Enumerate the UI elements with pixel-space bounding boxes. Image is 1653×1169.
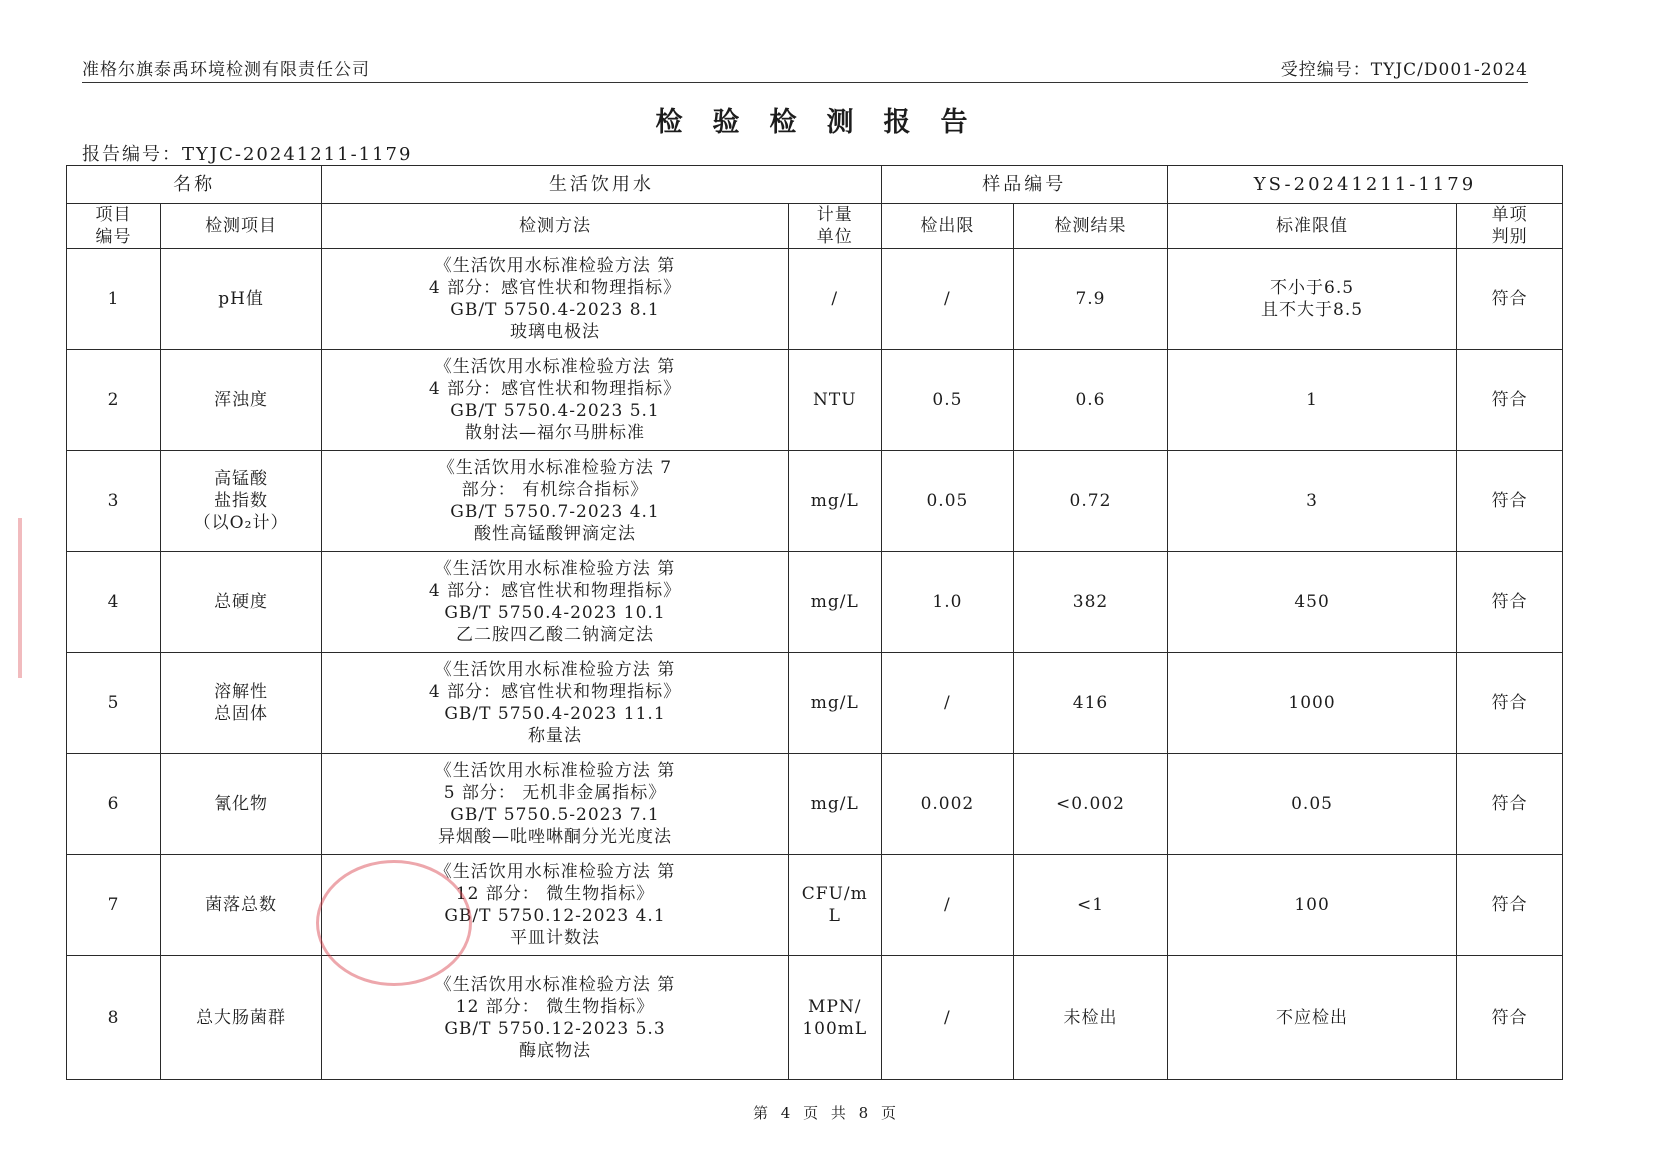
table-row [67,249,1563,350]
judgement: 符合 [1457,956,1563,1080]
method-line: GB/T 5750.4-2023 5.1 [450,401,660,421]
company-name: 准格尔旗泰禹环境检测有限责任公司 [82,60,370,80]
method-line: 《生活饮用水标准检验方法 第 [434,974,676,995]
item-number: 8 [67,956,161,1080]
method-line: 5 部分： 无机非金属指标》 [443,783,667,803]
item-number: 2 [67,350,161,451]
method-line: GB/T 5750.4-2023 10.1 [444,603,666,623]
page-footer: 第 4 页 共 8 页 [753,1104,900,1122]
standard-limit: 不小于6.5 且不大于8.5 [1167,249,1456,350]
method-line: 4 部分：感官性状和物理指标》 [428,682,682,702]
standard-limit: 1 [1167,350,1456,451]
method-line: 4 部分：感官性状和物理指标》 [428,581,682,601]
standard-limit: 3 [1167,451,1456,552]
judgement: 符合 [1457,249,1563,350]
method-line: 酸性高锰酸钾滴定法 [474,524,636,544]
method-line: 《生活饮用水标准检验方法 第 [434,660,676,680]
method-line: 《生活饮用水标准检验方法 第 [434,761,676,781]
table-row [67,653,1563,754]
method-line: 乙二胺四乙酸二钠滴定法 [456,625,654,645]
table-row [67,956,1563,1080]
col-judge-header: 单项 判别 [1457,204,1563,249]
column-header-row [67,204,1563,249]
test-method [322,350,789,451]
unit: CFU/m L [788,855,881,956]
info-row [67,166,1563,204]
unit: mg/L [788,653,881,754]
detection-limit: / [881,249,1013,350]
col-result-header: 检测结果 [1014,204,1168,249]
method-line: GB/T 5750.12-2023 4.1 [444,906,666,926]
item-number: 3 [67,451,161,552]
standard-limit: 1000 [1167,653,1456,754]
table-row [67,855,1563,956]
col-unit-header: 计量 单位 [788,204,881,249]
sample-label: 样品编号 [881,166,1167,204]
standard-limit: 0.05 [1167,754,1456,855]
item-name: 总大肠菌群 [160,956,321,1080]
test-result: 0.72 [1014,451,1168,552]
detection-limit: 0.05 [881,451,1013,552]
detection-limit: 1.0 [881,552,1013,653]
method-line: 《生活饮用水标准检验方法 7 [437,458,673,478]
test-result: <1 [1014,855,1168,956]
standard-limit: 100 [1167,855,1456,956]
test-method [322,754,789,855]
detection-limit: / [881,956,1013,1080]
method-line: 部分： 有机综合指标》 [461,480,649,500]
method-line: 异烟酸—吡唑啉酮分光光度法 [438,827,672,847]
standard-limit: 450 [1167,552,1456,653]
table-row [67,552,1563,653]
detection-limit: / [881,855,1013,956]
item-number: 5 [67,653,161,754]
unit: MPN/ 100mL [788,956,881,1080]
item-name: 浑浊度 [160,350,321,451]
col-standard-header: 标准限值 [1167,204,1456,249]
test-result: 7.9 [1014,249,1168,350]
method-line: 酶底物法 [519,1040,591,1061]
test-method [322,451,789,552]
edge-stamp-mark [18,518,48,678]
judgement: 符合 [1457,451,1563,552]
method-line: GB/T 5750.7-2023 4.1 [450,502,660,522]
name-label: 名称 [67,166,322,204]
item-number: 6 [67,754,161,855]
method-line: GB/T 5750.4-2023 11.1 [444,704,666,724]
test-method [322,855,789,956]
method-line: 《生活饮用水标准检验方法 第 [434,559,676,579]
detection-limit: 0.002 [881,754,1013,855]
control-number: 受控编号：TYJC/D001-2024 [1280,60,1528,80]
judgement: 符合 [1457,552,1563,653]
test-result: 382 [1014,552,1168,653]
method-line: 称量法 [528,726,582,746]
col-item-header: 检测项目 [160,204,321,249]
test-method [322,653,789,754]
test-result: 416 [1014,653,1168,754]
method-line: GB/T 5750.4-2023 8.1 [450,300,660,320]
sample-value: YS-20241211-1179 [1167,166,1562,204]
standard-limit: 不应检出 [1167,956,1456,1080]
method-line: 12 部分： 微生物指标》 [455,996,655,1017]
method-line: 4 部分：感官性状和物理指标》 [428,278,682,298]
test-result: 未检出 [1014,956,1168,1080]
method-line: GB/T 5750.5-2023 7.1 [450,805,660,825]
method-line: GB/T 5750.12-2023 5.3 [444,1018,666,1039]
unit: mg/L [788,754,881,855]
method-line: 平皿计数法 [510,928,600,948]
item-number: 7 [67,855,161,956]
table-row [67,754,1563,855]
method-line: 《生活饮用水标准检验方法 第 [434,256,676,276]
item-name: 总硬度 [160,552,321,653]
col-no-header: 项目 编号 [67,204,161,249]
test-method [322,552,789,653]
document-header [82,58,1528,83]
method-line: 散射法—福尔马肼标准 [465,423,645,443]
test-result: 0.6 [1014,350,1168,451]
method-line: 《生活饮用水标准检验方法 第 [434,862,676,882]
judgement: 符合 [1457,855,1563,956]
item-number: 4 [67,552,161,653]
judgement: 符合 [1457,653,1563,754]
col-limit-header: 检出限 [881,204,1013,249]
unit: mg/L [788,552,881,653]
table-row [67,451,1563,552]
method-line: 《生活饮用水标准检验方法 第 [434,357,676,377]
table-row [67,350,1563,451]
item-name: pH值 [160,249,321,350]
table-body [67,249,1563,1080]
item-name: 溶解性 总固体 [160,653,321,754]
detection-limit: 0.5 [881,350,1013,451]
judgement: 符合 [1457,350,1563,451]
col-method-header: 检测方法 [322,204,789,249]
method-line: 玻璃电极法 [510,322,600,342]
item-name: 高锰酸 盐指数 （以O₂计） [160,451,321,552]
test-result: <0.002 [1014,754,1168,855]
document-title: 检验检测报告 [655,107,998,138]
unit: NTU [788,350,881,451]
name-value: 生活饮用水 [322,166,882,204]
method-line: 12 部分： 微生物指标》 [455,884,655,904]
item-name: 氰化物 [160,754,321,855]
unit: mg/L [788,451,881,552]
test-method [322,249,789,350]
item-name: 菌落总数 [160,855,321,956]
report-number: 报告编号：TYJC-20241211-1179 [82,144,413,165]
results-table [66,165,1563,1080]
item-number: 1 [67,249,161,350]
judgement: 符合 [1457,754,1563,855]
method-line: 4 部分：感官性状和物理指标》 [428,379,682,399]
test-method [322,956,789,1080]
detection-limit: / [881,653,1013,754]
unit: / [788,249,881,350]
